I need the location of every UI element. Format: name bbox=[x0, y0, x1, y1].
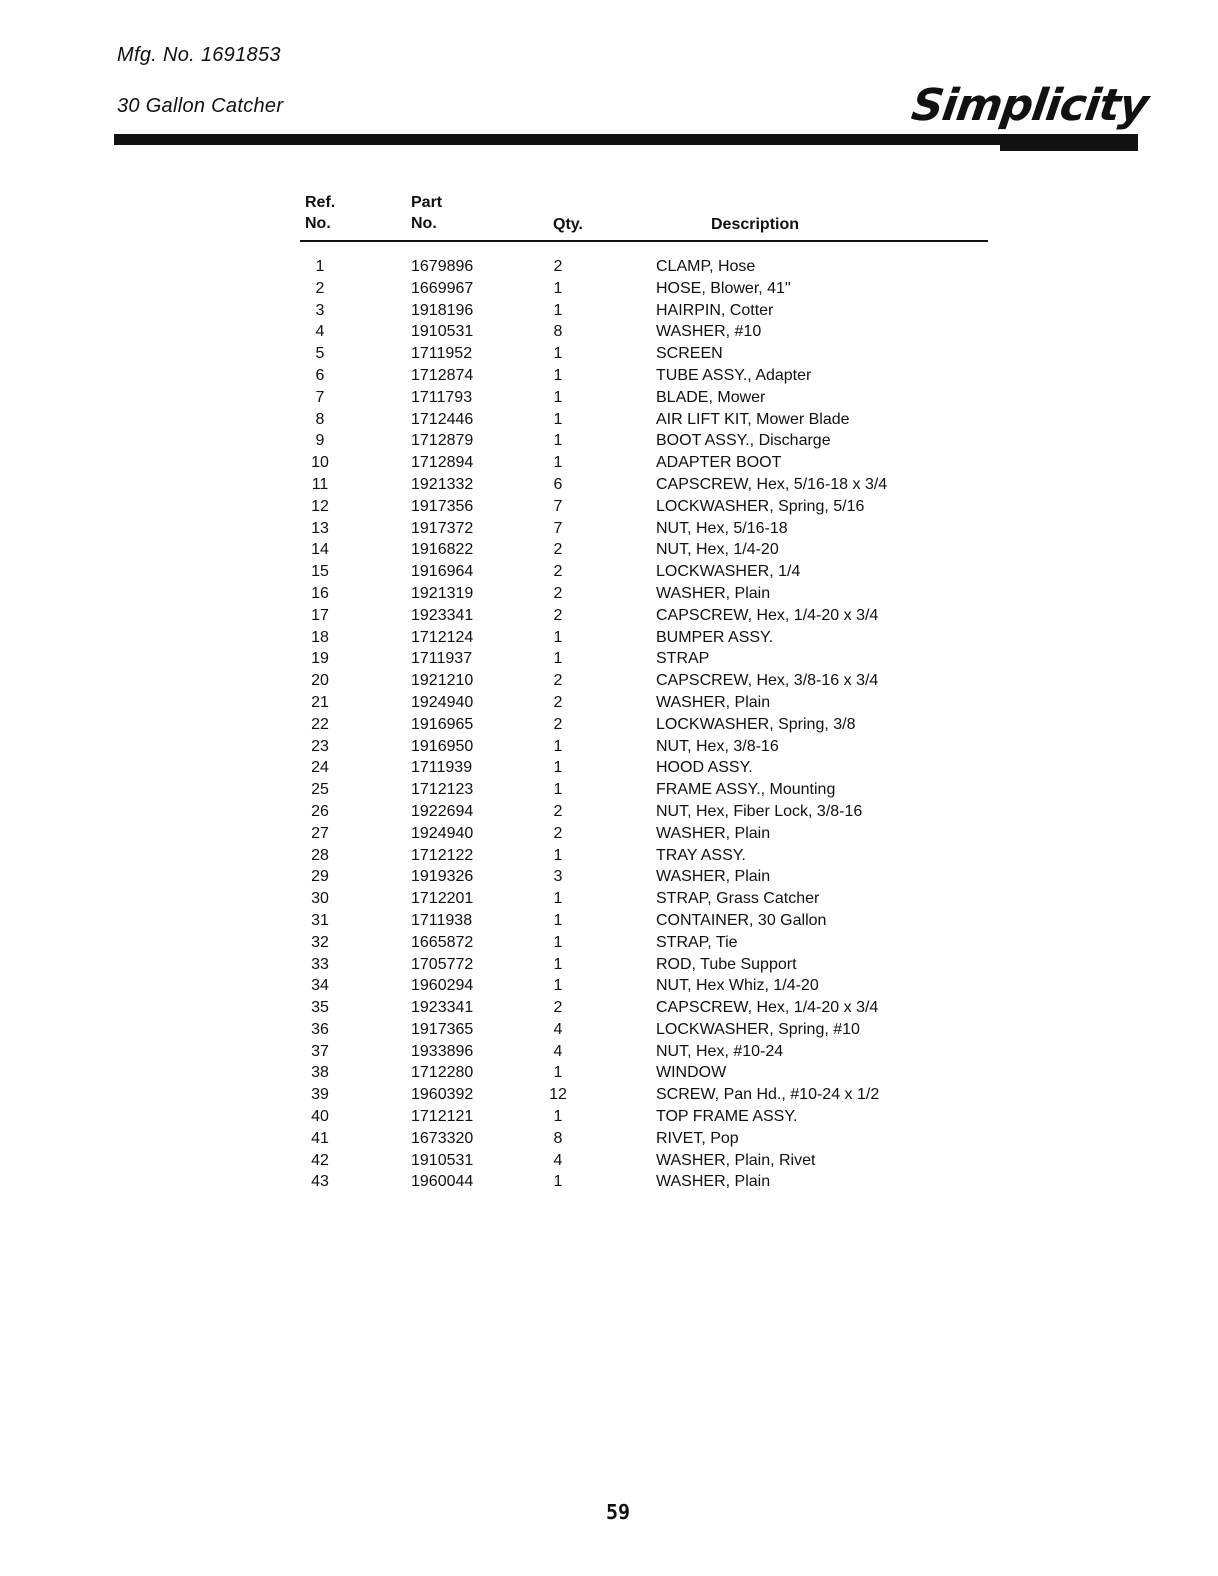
table-row bbox=[0, 409, 1218, 431]
part-no-cell: 1711939 bbox=[411, 759, 473, 777]
qty-cell: 2 bbox=[553, 606, 563, 624]
qty-cell: 1 bbox=[553, 933, 563, 951]
qty-cell: 8 bbox=[553, 323, 563, 341]
description-cell: WASHER, Plain bbox=[656, 868, 771, 886]
ref-no-cell: 40 bbox=[311, 1108, 329, 1126]
description-cell: HAIRPIN, Cotter bbox=[656, 301, 774, 319]
description-cell: LOCKWASHER, Spring, 5/16 bbox=[656, 497, 865, 515]
part-no-cell: 1712201 bbox=[411, 890, 474, 908]
qty-cell: 2 bbox=[553, 824, 563, 842]
description-cell: WASHER, Plain bbox=[656, 693, 771, 711]
part-no-cell: 1711952 bbox=[411, 345, 473, 363]
table-row bbox=[0, 343, 1218, 365]
qty-cell: 1 bbox=[553, 955, 563, 973]
column-header-qty: Qty. bbox=[553, 216, 583, 233]
table-row bbox=[0, 474, 1218, 496]
table-row bbox=[0, 1106, 1218, 1128]
column-header-description: Description bbox=[711, 216, 800, 233]
description-cell: CAPSCREW, Hex, 1/4-20 x 3/4 bbox=[656, 606, 879, 624]
table-row bbox=[0, 1084, 1218, 1106]
qty-cell: 3 bbox=[553, 868, 563, 886]
qty-cell: 1 bbox=[553, 890, 563, 908]
table-row bbox=[0, 801, 1218, 823]
part-no-cell: 1665872 bbox=[411, 933, 474, 951]
part-no-cell: 1712446 bbox=[411, 410, 474, 428]
qty-cell: 1 bbox=[553, 911, 563, 929]
column-header-ref-line1: Ref. bbox=[305, 194, 336, 211]
table-row bbox=[0, 1150, 1218, 1172]
ref-no-cell: 10 bbox=[311, 454, 329, 472]
part-no-cell: 1923341 bbox=[411, 606, 474, 624]
description-cell: LOCKWASHER, Spring, 3/8 bbox=[656, 715, 856, 733]
table-row bbox=[0, 496, 1218, 518]
qty-cell: 1 bbox=[553, 279, 563, 297]
ref-no-cell: 31 bbox=[311, 911, 329, 929]
part-no-cell: 1673320 bbox=[411, 1129, 474, 1147]
part-no-cell: 1711793 bbox=[411, 388, 473, 406]
description-cell: WASHER, Plain bbox=[656, 584, 771, 602]
part-no-cell: 1917372 bbox=[411, 519, 474, 537]
qty-cell: 2 bbox=[553, 672, 563, 690]
table-header-rule bbox=[300, 240, 988, 242]
table-row bbox=[0, 300, 1218, 322]
part-no-cell: 1916822 bbox=[411, 541, 474, 559]
table-row bbox=[0, 278, 1218, 300]
ref-no-cell: 8 bbox=[315, 410, 325, 428]
part-no-cell: 1933896 bbox=[411, 1042, 474, 1060]
qty-cell: 1 bbox=[553, 737, 563, 755]
brand-logo: Simplicity bbox=[908, 80, 1151, 131]
table-row bbox=[0, 256, 1218, 278]
qty-cell: 1 bbox=[553, 781, 563, 799]
description-cell: CAPSCREW, Hex, 5/16-18 x 3/4 bbox=[656, 475, 888, 493]
table-row bbox=[0, 954, 1218, 976]
qty-cell: 8 bbox=[553, 1129, 563, 1147]
qty-cell: 2 bbox=[553, 563, 563, 581]
table-row bbox=[0, 932, 1218, 954]
table-row bbox=[0, 561, 1218, 583]
description-cell: RIVET, Pop bbox=[656, 1129, 739, 1147]
table-row bbox=[0, 888, 1218, 910]
description-cell: NUT, Hex, #10-24 bbox=[656, 1042, 784, 1060]
qty-cell: 2 bbox=[553, 541, 563, 559]
ref-no-cell: 9 bbox=[315, 432, 325, 450]
table-row bbox=[0, 845, 1218, 867]
qty-cell: 2 bbox=[553, 693, 563, 711]
qty-cell: 1 bbox=[553, 301, 563, 319]
qty-cell: 1 bbox=[553, 1108, 563, 1126]
qty-cell: 2 bbox=[553, 802, 563, 820]
ref-no-cell: 19 bbox=[311, 650, 329, 668]
ref-no-cell: 20 bbox=[311, 672, 329, 690]
description-cell: WINDOW bbox=[656, 1064, 727, 1082]
table-row bbox=[0, 583, 1218, 605]
qty-cell: 1 bbox=[553, 432, 563, 450]
description-cell: SCREEN bbox=[656, 345, 723, 363]
part-no-cell: 1921210 bbox=[411, 672, 474, 690]
ref-no-cell: 39 bbox=[311, 1086, 329, 1104]
description-cell: CONTAINER, 30 Gallon bbox=[656, 911, 827, 929]
qty-cell: 4 bbox=[553, 1020, 563, 1038]
table-row bbox=[0, 1171, 1218, 1193]
part-no-cell: 1712124 bbox=[411, 628, 474, 646]
part-no-cell: 1711938 bbox=[411, 911, 473, 929]
part-no-cell: 1924940 bbox=[411, 693, 474, 711]
ref-no-cell: 12 bbox=[311, 497, 329, 515]
part-no-cell: 1711937 bbox=[411, 650, 473, 668]
table-row bbox=[0, 452, 1218, 474]
part-no-cell: 1712121 bbox=[411, 1108, 474, 1126]
description-cell: LOCKWASHER, Spring, #10 bbox=[656, 1020, 860, 1038]
description-cell: BLADE, Mower bbox=[656, 388, 766, 406]
column-header-part-line2: No. bbox=[411, 215, 437, 232]
description-cell: NUT, Hex, 1/4-20 bbox=[656, 541, 779, 559]
description-cell: CAPSCREW, Hex, 1/4-20 x 3/4 bbox=[656, 999, 879, 1017]
qty-cell: 6 bbox=[553, 475, 563, 493]
qty-cell: 2 bbox=[553, 715, 563, 733]
table-row bbox=[0, 779, 1218, 801]
column-header-ref-line2: No. bbox=[305, 215, 331, 232]
qty-cell: 1 bbox=[553, 1173, 563, 1191]
qty-cell: 1 bbox=[553, 388, 563, 406]
table-row bbox=[0, 736, 1218, 758]
ref-no-cell: 28 bbox=[311, 846, 329, 864]
table-row bbox=[0, 757, 1218, 779]
description-cell: HOOD ASSY. bbox=[656, 759, 753, 777]
table-row bbox=[0, 670, 1218, 692]
qty-cell: 2 bbox=[553, 999, 563, 1017]
part-no-cell: 1679896 bbox=[411, 258, 474, 275]
description-cell: TOP FRAME ASSY. bbox=[656, 1108, 798, 1126]
ref-no-cell: 23 bbox=[311, 737, 329, 755]
description-cell: TUBE ASSY., Adapter bbox=[656, 366, 812, 384]
table-row bbox=[0, 714, 1218, 736]
description-cell: HOSE, Blower, 41" bbox=[656, 279, 791, 297]
qty-cell: 1 bbox=[553, 977, 563, 995]
table-row bbox=[0, 605, 1218, 627]
description-cell: STRAP bbox=[656, 650, 710, 668]
ref-no-cell: 25 bbox=[311, 781, 329, 799]
part-no-cell: 1917356 bbox=[411, 497, 474, 515]
qty-cell: 1 bbox=[553, 1064, 563, 1082]
description-cell: CAPSCREW, Hex, 3/8-16 x 3/4 bbox=[656, 672, 879, 690]
column-header-part-line1: Part bbox=[411, 194, 443, 211]
qty-cell: 12 bbox=[549, 1086, 567, 1104]
ref-no-cell: 21 bbox=[311, 693, 329, 711]
part-no-cell: 1917365 bbox=[411, 1020, 474, 1038]
column-header-part-no bbox=[411, 192, 442, 234]
part-no-cell: 1705772 bbox=[411, 955, 474, 973]
description-cell: ADAPTER BOOT bbox=[656, 454, 782, 472]
table-row bbox=[0, 692, 1218, 714]
description-cell: NUT, Hex, 3/8-16 bbox=[656, 737, 779, 755]
ref-no-cell: 43 bbox=[311, 1173, 329, 1191]
description-cell: FRAME ASSY., Mounting bbox=[656, 781, 836, 799]
part-no-cell: 1712123 bbox=[411, 781, 474, 799]
description-cell: WASHER, Plain bbox=[656, 1173, 771, 1191]
ref-no-cell: 18 bbox=[311, 628, 329, 646]
mfg-number: Mfg. No. 1691853 bbox=[117, 44, 281, 66]
qty-cell: 1 bbox=[553, 628, 563, 646]
qty-cell: 1 bbox=[553, 846, 563, 864]
part-no-cell: 1712879 bbox=[411, 432, 474, 450]
ref-no-cell: 22 bbox=[311, 715, 329, 733]
qty-cell: 7 bbox=[553, 497, 563, 515]
part-no-cell: 1910531 bbox=[411, 1151, 474, 1169]
header-rule bbox=[114, 134, 1138, 145]
qty-cell: 4 bbox=[553, 1151, 563, 1169]
column-header-ref-no bbox=[305, 192, 335, 234]
ref-no-cell: 27 bbox=[311, 824, 329, 842]
table-row bbox=[0, 430, 1218, 452]
part-no-cell: 1916950 bbox=[411, 737, 474, 755]
qty-cell: 1 bbox=[553, 650, 563, 668]
ref-no-cell: 32 bbox=[311, 933, 329, 951]
ref-no-cell: 15 bbox=[311, 563, 329, 581]
part-no-cell: 1712122 bbox=[411, 846, 474, 864]
qty-cell: 1 bbox=[553, 345, 563, 363]
part-no-cell: 1960044 bbox=[411, 1173, 474, 1191]
ref-no-cell: 4 bbox=[315, 323, 325, 341]
table-row bbox=[0, 910, 1218, 932]
table-row bbox=[0, 1019, 1218, 1041]
part-no-cell: 1910531 bbox=[411, 323, 474, 341]
description-cell: NUT, Hex, Fiber Lock, 3/8-16 bbox=[656, 802, 863, 820]
qty-cell: 7 bbox=[553, 519, 563, 537]
ref-no-cell: 7 bbox=[315, 388, 325, 406]
ref-no-cell: 34 bbox=[311, 977, 329, 995]
part-no-cell: 1712280 bbox=[411, 1064, 474, 1082]
table-row bbox=[0, 365, 1218, 387]
ref-no-cell: 24 bbox=[311, 759, 329, 777]
description-cell: AIR LIFT KIT, Mower Blade bbox=[656, 410, 850, 428]
part-no-cell: 1921332 bbox=[411, 475, 474, 493]
ref-no-cell: 17 bbox=[311, 606, 329, 624]
description-cell: ROD, Tube Support bbox=[656, 955, 797, 973]
description-cell: WASHER, Plain, Rivet bbox=[656, 1151, 816, 1169]
ref-no-cell: 2 bbox=[315, 279, 325, 297]
description-cell: WASHER, Plain bbox=[656, 824, 771, 842]
ref-no-cell: 11 bbox=[311, 475, 329, 493]
description-cell: BOOT ASSY., Discharge bbox=[656, 432, 831, 450]
qty-cell: 1 bbox=[553, 454, 563, 472]
description-cell: STRAP, Grass Catcher bbox=[656, 890, 820, 908]
part-no-cell: 1924940 bbox=[411, 824, 474, 842]
ref-no-cell: 1 bbox=[315, 258, 325, 275]
ref-no-cell: 30 bbox=[311, 890, 329, 908]
description-cell: CLAMP, Hose bbox=[656, 258, 756, 275]
description-cell: SCREW, Pan Hd., #10-24 x 1/2 bbox=[656, 1086, 880, 1104]
part-no-cell: 1960392 bbox=[411, 1086, 474, 1104]
page-number: 59 bbox=[605, 1500, 631, 1524]
ref-no-cell: 41 bbox=[311, 1129, 329, 1147]
ref-no-cell: 14 bbox=[311, 541, 329, 559]
description-cell: NUT, Hex Whiz, 1/4-20 bbox=[656, 977, 819, 995]
table-row bbox=[0, 866, 1218, 888]
ref-no-cell: 5 bbox=[315, 345, 325, 363]
table-row bbox=[0, 387, 1218, 409]
table-row bbox=[0, 1041, 1218, 1063]
qty-cell: 2 bbox=[553, 584, 563, 602]
table-row bbox=[0, 518, 1218, 540]
page-subtitle: 30 Gallon Catcher bbox=[117, 95, 284, 117]
parts-table-body bbox=[0, 256, 1218, 1193]
table-row bbox=[0, 648, 1218, 670]
description-cell: BUMPER ASSY. bbox=[656, 628, 774, 646]
ref-no-cell: 37 bbox=[311, 1042, 329, 1060]
part-no-cell: 1916965 bbox=[411, 715, 474, 733]
part-no-cell: 1918196 bbox=[411, 301, 474, 319]
table-row bbox=[0, 1128, 1218, 1150]
table-row bbox=[0, 823, 1218, 845]
ref-no-cell: 29 bbox=[311, 868, 329, 886]
part-no-cell: 1922694 bbox=[411, 802, 474, 820]
qty-cell: 1 bbox=[553, 366, 563, 384]
qty-cell: 1 bbox=[553, 410, 563, 428]
table-row bbox=[0, 539, 1218, 561]
table-row bbox=[0, 1062, 1218, 1084]
part-no-cell: 1712894 bbox=[411, 454, 474, 472]
qty-cell: 1 bbox=[553, 759, 563, 777]
table-row bbox=[0, 997, 1218, 1019]
ref-no-cell: 26 bbox=[311, 802, 329, 820]
ref-no-cell: 6 bbox=[315, 366, 325, 384]
ref-no-cell: 38 bbox=[311, 1064, 329, 1082]
qty-cell: 4 bbox=[553, 1042, 563, 1060]
header-rule-tail bbox=[1000, 145, 1138, 151]
ref-no-cell: 35 bbox=[311, 999, 329, 1017]
qty-cell: 2 bbox=[553, 258, 563, 275]
ref-no-cell: 33 bbox=[311, 955, 329, 973]
part-no-cell: 1916964 bbox=[411, 563, 474, 581]
description-cell: NUT, Hex, 5/16-18 bbox=[656, 519, 788, 537]
part-no-cell: 1960294 bbox=[411, 977, 474, 995]
part-no-cell: 1919326 bbox=[411, 868, 474, 886]
table-row bbox=[0, 627, 1218, 649]
description-cell: TRAY ASSY. bbox=[656, 846, 746, 864]
ref-no-cell: 13 bbox=[311, 519, 329, 537]
table-row bbox=[0, 321, 1218, 343]
part-no-cell: 1712874 bbox=[411, 366, 474, 384]
ref-no-cell: 3 bbox=[315, 301, 325, 319]
ref-no-cell: 42 bbox=[311, 1151, 329, 1169]
part-no-cell: 1669967 bbox=[411, 279, 474, 297]
part-no-cell: 1921319 bbox=[411, 584, 474, 602]
description-cell: WASHER, #10 bbox=[656, 323, 762, 341]
table-row bbox=[0, 975, 1218, 997]
description-cell: LOCKWASHER, 1/4 bbox=[656, 563, 801, 581]
ref-no-cell: 36 bbox=[311, 1020, 329, 1038]
description-cell: STRAP, Tie bbox=[656, 933, 738, 951]
part-no-cell: 1923341 bbox=[411, 999, 474, 1017]
ref-no-cell: 16 bbox=[311, 584, 329, 602]
